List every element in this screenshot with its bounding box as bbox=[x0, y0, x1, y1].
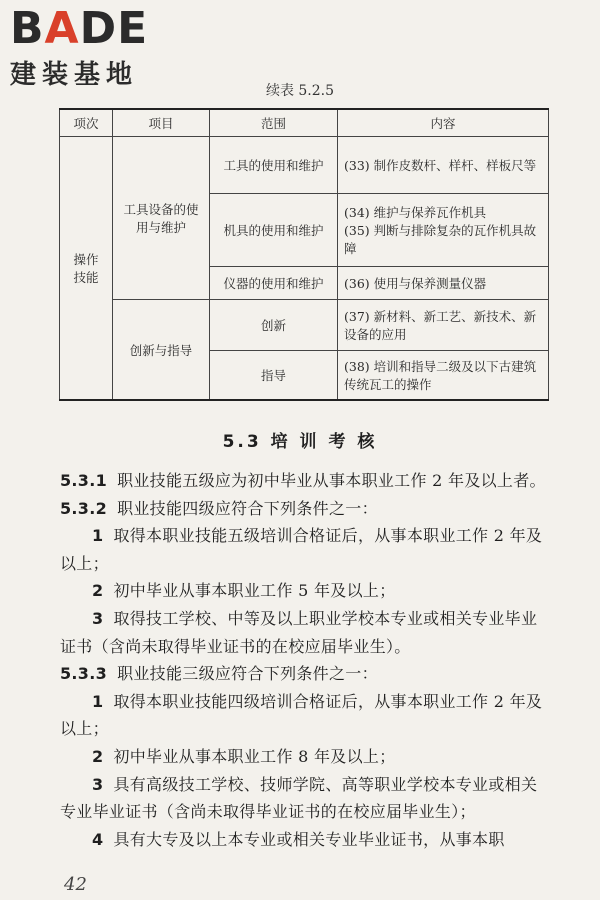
item-text: 具有大专及以上本专业或相关专业毕业证书，从事本职 bbox=[113, 829, 505, 849]
content-cell: (33) 制作皮数杆、样杆、样板尺等 bbox=[338, 137, 549, 194]
table-caption: 续表 5.2.5 bbox=[265, 83, 335, 99]
logo-subtitle: 建装基地 bbox=[10, 60, 139, 90]
content-cell: (38) 培训和指导二级及以下古建筑传统瓦工的操作 bbox=[338, 351, 549, 401]
item-text: 初中毕业从事本职业工作 8 年及以上； bbox=[113, 746, 396, 766]
header-category: 项次 bbox=[60, 109, 113, 137]
clause-paragraph bbox=[60, 467, 552, 495]
item-text: 取得技工学校、中等及以上职业学校本专业或相关专业毕业证书（含尚未取得毕业证书的在校应届毕业生）。 bbox=[60, 608, 538, 656]
body-text bbox=[60, 467, 552, 853]
clause-text: 职业技能五级应为初中毕业从事本职业工作 2 年及以上者。 bbox=[117, 471, 546, 490]
list-item bbox=[60, 605, 552, 660]
content-cell: (34) 维护与保养瓦作机具 (35) 判断与排除复杂的瓦作机具故障 bbox=[338, 194, 549, 267]
list-item bbox=[60, 826, 552, 854]
header-item: 项目 bbox=[113, 109, 210, 137]
clause-text: 职业技能三级应符合下列条件之一： bbox=[117, 664, 378, 684]
scope-cell: 机具的使用和维护 bbox=[210, 194, 338, 267]
header-scope: 范围 bbox=[210, 109, 338, 137]
item-number: 3 bbox=[92, 608, 104, 628]
clause-number: 5.3.3 bbox=[60, 664, 108, 684]
item-number: 2 bbox=[92, 581, 104, 601]
item-number: 3 bbox=[92, 774, 104, 794]
content-cell: (37) 新材料、新工艺、新技术、新设备的应用 bbox=[338, 300, 549, 351]
item-cell: 工具设备的使用与维护 bbox=[113, 137, 210, 300]
list-item bbox=[60, 577, 552, 605]
clause-text: 职业技能四级应符合下列条件之一： bbox=[117, 498, 378, 518]
brand-logo bbox=[10, 3, 185, 91]
item-text: 具有高级技工学校、技师学院、高等职业学校本专业或相关专业毕业证书（含尚未取得毕业证书的在校应届毕业生）； bbox=[60, 774, 538, 822]
item-number: 1 bbox=[92, 526, 104, 546]
scope-cell: 创新 bbox=[210, 300, 338, 351]
skills-table bbox=[59, 108, 549, 401]
section-title: 5.3 培 训 考 核 bbox=[222, 432, 378, 452]
item-number: 1 bbox=[92, 691, 104, 711]
scope-cell: 工具的使用和维护 bbox=[210, 137, 338, 194]
content-cell: (36) 使用与保养测量仪器 bbox=[338, 267, 549, 300]
list-item bbox=[60, 743, 552, 771]
category-cell: 操作 技能 bbox=[60, 137, 113, 401]
list-item bbox=[60, 771, 552, 826]
item-text: 取得本职业技能四级培训合格证后，从事本职业工作 2 年及以上； bbox=[60, 691, 543, 739]
clause-number: 5.3.2 bbox=[60, 498, 108, 518]
list-item bbox=[60, 688, 552, 743]
page-number: 42 bbox=[64, 874, 87, 895]
header-content: 内容 bbox=[338, 109, 549, 137]
list-item bbox=[60, 522, 552, 577]
clause-paragraph bbox=[60, 660, 552, 688]
item-cell: 创新与指导 bbox=[113, 300, 210, 401]
item-number: 4 bbox=[92, 829, 104, 849]
logo-wordmark: BADE bbox=[10, 3, 149, 54]
item-text: 取得本职业技能五级培训合格证后，从事本职业工作 2 年及以上； bbox=[60, 526, 543, 573]
clause-number: 5.3.1 bbox=[60, 471, 108, 490]
clause-paragraph bbox=[60, 495, 552, 523]
scope-cell: 指导 bbox=[210, 351, 338, 401]
item-text: 初中毕业从事本职业工作 5 年及以上； bbox=[113, 581, 396, 601]
scope-cell: 仪器的使用和维护 bbox=[210, 267, 338, 300]
item-number: 2 bbox=[92, 746, 104, 766]
